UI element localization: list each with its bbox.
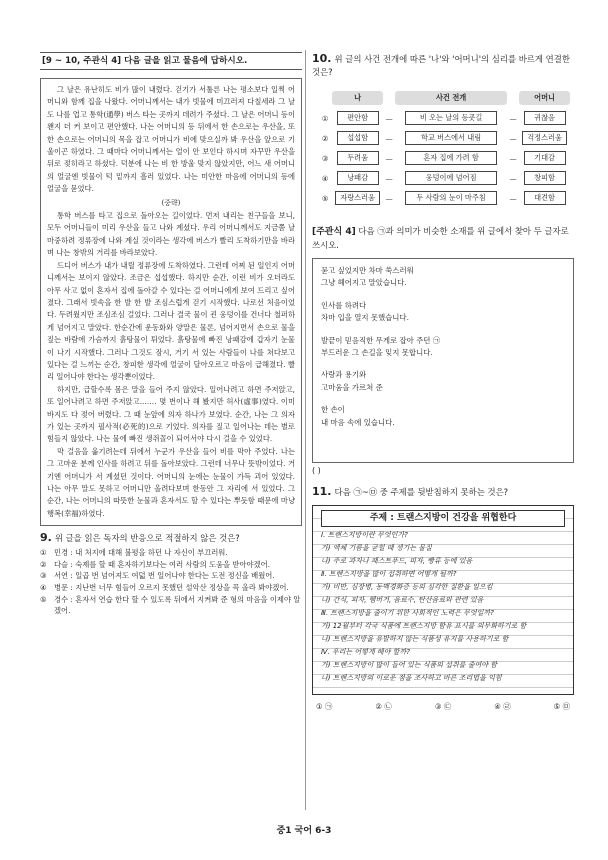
outline-line: Ⅰ. 트랜스지방이란 무엇인가? [321,531,408,539]
essay-text: 다음 ㉠과 의미가 비슷한 소재를 위 글에서 찾아 두 글자로 쓰시오. [312,226,569,250]
option-5[interactable]: ⑤ 경수 : 혼자서 연습 한다 할 수 있도록 뒤에서 지켜봐 준 형의 마음을 이제야 알겠어. [40,594,301,616]
passage-paragraph: 막 걸음을 옮기려는데 뒤에서 누군가 우산을 들어 비를 막아 주었다. 나는 그 고마운 분께 인사를 하려고 뒤를 돌아보았다. 그런데 너무나 뜻밖이었다. 거기엔 어머니가 서 계셨던 것이다. 어머니의 눈에는 눈물이 가득 괴어 있었다. 나는 아무 말도 못하고 어머니만 올려다보며 한동안 그 자리에 서 있었다. 그 순간, 나는 어머니의 따뜻한 눈물과 혼자서도 할 수 있다는 뿌듯함 때문에 마냥 행복(幸福)하였다. [47,446,295,518]
question-10-title [312,52,574,79]
question-9-options [40,547,302,617]
passage-paragraph: 통학 버스를 타고 집으로 돌아오는 길이었다. 먼저 내리는 친구들을 보니, 모두 어머니들이 미리 우산을 들고 나와 계셨다. 우리 어머니께서도 지금쯤 날 마중하려 정류장에 나와 계실 것이라는 생각에 버스가 빨리 도착하기만을 바라며 나는 창밖의 거리를 바라보았다. [47,211,295,258]
omission-mark: (중략) [161,198,181,207]
question-number: 10. [312,52,332,65]
question-text: 위 글을 읽은 독자의 반응으로 적절하지 않은 것은? [54,533,240,544]
poem-box [312,258,574,463]
outline-line: 가) 트랜스지방이 많이 들어 있는 식품의 섭취를 줄여야 함 [321,661,498,669]
header-mother: 어머니 [519,91,570,105]
outline-line: 가) 액체 기름을 굳힐 때 생기는 물질 [321,544,432,552]
essay-question-title [312,225,574,252]
choice-1[interactable]: ① ㉠ [316,702,333,711]
option-4[interactable]: ④ 병문 : 지난번 너무 힘들어 오르지 못했던 설악산 정상을 꼭 올라 봐야겠어. [40,583,289,592]
outline-line: 나) 트랜스지방을 유발하지 않는 식품성 유지를 사용하기로 함 [321,635,509,643]
passage-paragraph: 그 날은 유난히도 비가 많이 내렸다. 걷기가 서툴른 나는 평소보다 일찍 어머니와 함께 집을 나왔다. 어머니께서는 내가 빗물에 미끄러져 다칠세라 그 날도 나를 업고 통학(通學) 버스 타는 곳까지 데려가 주셨다. 그 날은 어머니 등이 왠지 더 커 보이고 편안했다. 나는 어머니의 등 뒤에서 한 손으로는 우산을, 또 한 손으로는 어머니의 목을 잡고 어머니가 비에 맞으실까 봐 우산을 앞으로 기울이곤 하였다. 그 때마다 어머니께서는 얼이 안 보인다 하시며 자꾸만 우산을 뒤로 젖히라고 하셨다. 덕분에 나는 비 한 방울 맞지 않았지만, 어느 새 어머니의 얼굴엔 빗물이 턱 밑까지 흘러 있었다. 나는 미안한 마음에 어머니의 등에 얼굴을 묻었다. [47,85,295,194]
relation-row[interactable]: ④ 낭패감 — 웅덩이에 넘어짐 — 창피함 [318,171,570,185]
question-text: 다음 ㉠~㉤ 중 주제를 뒷받침하지 못하는 것은? [334,487,509,497]
passage-paragraph: 하지만, 급할수록 몸은 말을 들어 주지 않았다. 일어나려고 하면 주저앉고, 또 일어나려고 하면 주저앉고……. 몇 번이나 해 봤지만 허사(虛事)였다. 이미 바지도 다 젖어 버렸다. 그 때 눈앞에 의자 하나가 보였다. 순간, 나는 그 의자가 있는 곳까지 필사적(必死的)으로 기었다. 의자를 짚고 일어나는 데는 별로 힘들지 않았다. 나는 물에 빠진 생쥐꼴이 되어서야 다시 걸을 수 있었다. [47,384,295,444]
choice-5[interactable]: ⑤ ㉤ [553,702,570,711]
column-divider [305,50,306,810]
outline-line: 나) 트랜스지방의 이로운 점을 조사하고 바른 조리법을 익힘 [321,674,502,682]
outline-line: 가) 비만, 심장병, 동맥경화증 등의 심각한 질환을 일으킴 [321,583,493,591]
left-column [40,52,302,617]
choice-4[interactable]: ④ ㉣ [494,702,511,711]
outline-topic: 주제 : 트랜스지방이 건강을 위협한다 [321,510,565,527]
poem-stanza: 발끝이 믿음직한 무게로 잡아 주던 ㉠ 부드러운 그 손길을 잊지 못합니다. [321,335,441,358]
header-event: 사건 전개 [395,91,507,105]
choice-3[interactable]: ③ ㉢ [434,702,452,711]
poem-stanza: 사랑과 용기와 고마움을 가르쳐 준 [321,370,383,392]
outline-line: Ⅱ. 트랜스지방을 많이 섭취하면 어떻게 될까? [321,570,457,578]
header-me: 나 [332,91,383,105]
poem-stanza: 인사를 하려다 차마 입을 열지 못했습니다. [321,300,409,323]
poem-stanza: 한 손이 내 마음 속에 있습니다. [321,405,395,427]
question-group-header: [9 ~ 10, 주관식 4] 다음 글을 읽고 물음에 답하시오. [40,52,302,70]
essay-label: [주관식 4] [312,227,356,237]
relation-row[interactable]: ① 편안함 — 비 오는 날의 등굣길 — 귀찮음 [318,111,570,125]
relation-row[interactable]: ② 섭섭함 — 학교 버스에서 내림 — 걱정스러움 [318,131,570,145]
outline-line: 나) 간식, 피자, 햄버거, 음료수, 탄산음료와 관련 있음 [321,596,484,604]
choice-2[interactable]: ② ㉡ [375,702,392,711]
option-3[interactable]: ③ 서연 : 일곱 번 넘어져도 여덟 번 일어나야 한다는 도전 정신을 배웠어. [40,571,275,581]
right-column [312,52,574,712]
option-2[interactable]: ② 다슬 : 숙제를 할 때 혼자하기보다는 여러 사람의 도움을 받아야겠어. [40,559,270,569]
outline-line: Ⅳ. 우리는 어떻게 해야 할까? [321,648,410,656]
reading-passage [40,78,302,526]
question-number: 9. [40,531,52,545]
relation-row[interactable]: ⑤ 자랑스러움 — 두 사람의 눈이 마주침 — 대견함 [318,191,570,205]
question-11-choices [312,701,574,712]
answer-blank[interactable]: ( ) [312,466,321,475]
outline-line: 가) 12월부터 각국 식품에 트랜스지방 함유 표시를 의무화하기로 함 [321,622,527,630]
question-11-title [312,485,574,499]
emotion-relation-table [318,85,570,211]
outline-line: 나) 주로 과자나 패스트푸드, 피자, 빵류 등에 있음 [321,557,473,565]
poem-stanza: 묻고 싶었지만 차마 쑥스러워 그냥 헤어지고 말았습니다. [321,266,414,288]
outline-notebook [312,505,574,695]
outline-line: Ⅲ. 트랜스지방을 줄이기 위한 사회적인 노력은 무엇일까? [321,609,494,617]
question-9-title [40,532,302,544]
option-1[interactable]: ① 민경 : 내 처지에 대해 불평을 하던 나 자신이 부끄러워. [40,548,228,558]
question-number: 11. [312,485,332,498]
page-footer: 중1 국어 6-3 [276,826,332,836]
passage-paragraph: 드디어 버스가 내가 내릴 정류장에 도착하였다. 그런데 어찌 된 일인지 어머니께서는 보이지 않았다. 조금은 섭섭했다. 하지만 순간, 이런 비가 오더라도 아무 사고 없이 혼자서 집에 돌아갈 수 있다는 걸 어머니에게 보여 드리고 싶어졌다. 그래서 빗속을 한 발 한 발 조심스럽게 걷기 시작했다. 나로선 처음이었다. 두려웠지만 조심조심 걸었다. 그러나 결국 물이 괸 웅덩이를 건너다 철퍼하게 넘어지고 말았다. 한순간에 운동화와 양말은 물론, 넘어지면서 손으로 물을 짚는 바람에 가슴까지 흙탕물이 튀었다. 흙탕물에 빠진 낭패감에 갑자기 눈물이 나기 시작했다. 그러나 그것도 잠시, 거기 서 있는 사람들이 나를 쳐다보고 있다는 걸 느끼는 순간, 창피한 생각에 얼굴이 달아오르고 마음이 급해졌다. 빨리 일어나야 한다는 생각뿐이었다. [47,260,295,382]
question-text: 위 글의 사건 전개에 따른 '나'와 '어머니'의 심리를 바르게 연결한 것은? [312,54,570,77]
relation-row[interactable]: ③ 두려움 — 혼자 집에 가려 함 — 기대감 [318,151,570,165]
